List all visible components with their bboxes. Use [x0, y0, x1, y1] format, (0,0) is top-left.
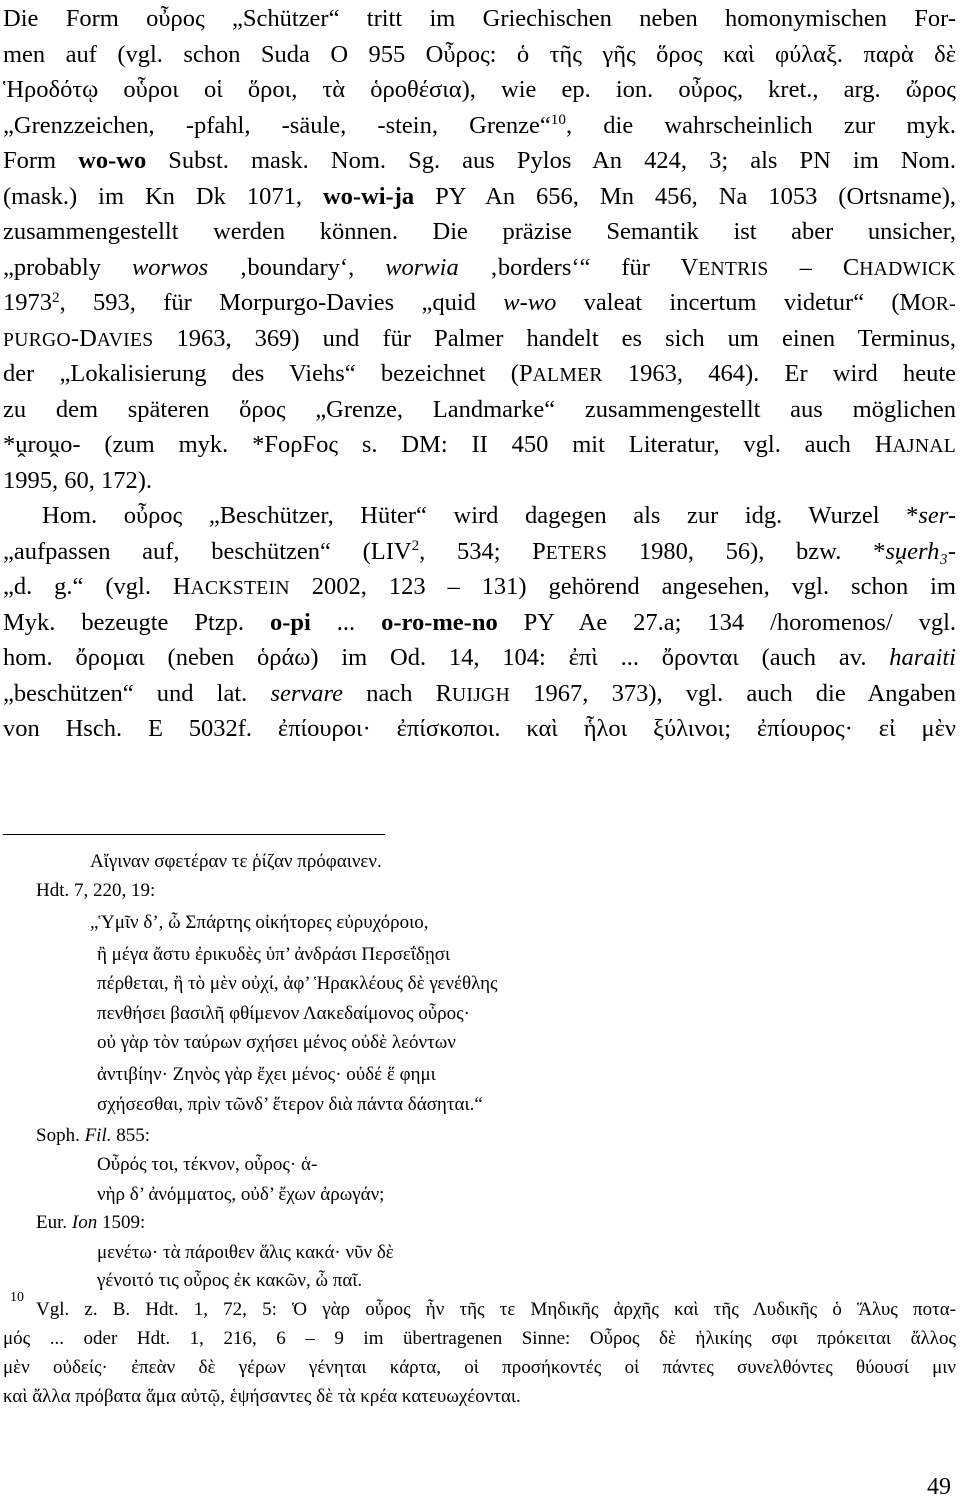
text-line: *ṷroṷo- (zum myk. *ϜορϜος s. DM: II 450 mit Literatur, vgl. auch HAJNAL	[3, 431, 956, 458]
verse-line: „Ὑμῖν δ’, ὦ Σπάρτης οἰκήτορες εὐρυχόροιο,	[90, 912, 429, 933]
verse-line: οὐ γὰρ τὸν ταύρων σχήσει μένος οὐδὲ λεόντων	[97, 1032, 456, 1053]
text-line: 1973$^2$, 593, für Morpurgo-Davies „quid w-wo valeat incertum videtur“ (MOR-	[3, 288, 956, 316]
text-line: men auf (vgl. schon Suda O 955 Οὖρος: ὁ τῆς γῆς ὅρος καὶ φύλαξ. παρὰ δὲ	[3, 40, 956, 68]
text-line: Ἡροδότῳ οὗροι οἱ ὅροι, τὰ ὁροθέσια), wie ep. ion. οὖρος, kret., arg. ὤρος	[3, 76, 956, 103]
text-line: Hom. οὖρος „Beschützer, Hüter“ wird dagegen als zur idg. Wurzel *ser-	[42, 502, 956, 529]
text-line: (mask.) im Kn Dk 1071, wo-wi-ja PY An 656, Mn 456, Na 1053 (Ortsname),	[3, 182, 956, 210]
text-line: der „Lokalisierung des Viehs“ bezeichnet (PALMER 1963, 464). Er wird heute	[3, 360, 956, 387]
verse-line: πέρθεται, ἢ τὸ μὲν οὐχί, ἀφ’ Ἡρακλέους δὲ γενέθλης	[97, 973, 498, 994]
citation-label: Soph. Fil. 855:	[36, 1125, 151, 1146]
verse-line: Αἴγιναν σφετέραν τε ῥίζαν πρόφαινεν.	[90, 851, 382, 872]
text-line: 1995, 60, 172).	[3, 466, 153, 494]
footnote-line: μός ... oder Hdt. 1, 216, 6 – 9 im übertragenen Sinne: Οὖρος δὲ ἡλικίης σφι πρόκειται ἄλλος	[3, 1328, 956, 1349]
text-line: „Grenzzeichen, -pfahl, -säule, -stein, Grenze“$^{10}$, die wahrscheinlich zur myk.	[3, 111, 957, 139]
verse-line: Οὖρός τοι, τέκνον, οὖρος· ἁ-	[97, 1154, 318, 1175]
footnote-line: καὶ ἄλλα πρόβατα ἅμα αὐτῷ, ἑψήσαντες δὲ τὰ κρέα κατευωχέονται.	[3, 1386, 521, 1407]
citation-label: Hdt. 7, 220, 19:	[36, 880, 156, 901]
text-line: zusammengestellt werden können. Die präzise Semantik ist aber unsicher,	[3, 218, 956, 245]
text-line: Form wo-wo Subst. mask. Nom. Sg. aus Pylos An 424, 3; als PN im Nom.	[3, 147, 956, 174]
footnote-line: μὲν οὐδείς· ἐπεὰν δὲ γέρων γένηται κάρτα, οἱ προσήκοντές οἱ πάντες συνελθόντες θύουσί μιν	[3, 1357, 956, 1378]
text-line: „aufpassen auf, beschützen“ (LIV$^2$, 534; PETERS 1980, 56), bzw. *sṷerh₃-	[3, 537, 957, 565]
verse-line: μενέτω· τὰ πάροιθεν ἅλις κακά· νῦν δὲ	[97, 1242, 394, 1263]
text-line: Die Form οὖρος „Schützer“ tritt im Griechischen neben homonymischen For-	[3, 5, 956, 32]
verse-line: πενθήσει βασιλῆ φθίμενον Λακεδαίμονος οὖρος·	[97, 1003, 470, 1024]
text-line: Myk. bezeugte Ptzp. o-pi ... o-ro-me-no PY Ae 27.a; 134 /horomenos/ vgl.	[3, 608, 956, 636]
page-number: 49	[927, 1474, 951, 1500]
verse-line: σχήσεσθαι, πρὶν τῶνδ’ ἕτερον διὰ πάντα δάσηται.“	[97, 1094, 483, 1115]
footnote-ref: 10	[550, 111, 566, 129]
text-line: zu dem späteren ὅρος „Grenze, Landmarke“ zusammengestellt aus möglichen	[3, 395, 956, 423]
text-line: PURGO-DAVIES 1963, 369) und für Palmer handelt es sich um einen Terminus,	[3, 324, 956, 352]
verse-line: ἀντιβίην· Ζηνὸς γὰρ ἔχει μένος· οὐδέ ἕ φημι	[97, 1064, 436, 1085]
text-line: „beschützen“ und lat. servare nach RUIJGH 1967, 373), vgl. auch die Angaben	[3, 679, 956, 707]
verse-line: ἢ μέγα ἄστυ ἐρικυδὲς ὑπ’ ἀνδράσι Περσεΐδῃσι	[97, 944, 451, 965]
citation-label: Eur. Ion 1509:	[36, 1212, 146, 1233]
text-line: „probably worwos ‚boundary‘, worwia ‚borders‘“ für VENTRIS – CHADWICK	[3, 253, 956, 281]
footnote-line: Vgl. z. B. Hdt. 1, 72, 5: Ὁ γὰρ οὖρος ἦν τῆς τε Μηδικῆς ἀρχῆς καὶ τῆς Λυδικῆς ὁ Ἅλυς ποτα-	[36, 1299, 956, 1320]
text-line: hom. ὄρομαι (neben ὁράω) im Od. 14, 104: ἐπὶ ... ὄρονται (auch av. haraiti	[3, 644, 956, 671]
footnote-number: 10	[10, 1290, 24, 1305]
verse-line: νὴρ δ’ ἀνόμματος, οὐδ’ ἔχων ἀρωγάν;	[97, 1184, 385, 1205]
text-line: von Hsch. E 5032f. ἐπίουροι· ἐπίσκοποι. καὶ ἧλοι ξύλινοι; ἐπίουρος· εἰ μὲν	[3, 715, 956, 742]
footnote-separator	[3, 834, 385, 835]
verse-line: γένοιτό τις οὖρος ἐκ κακῶν, ὦ παῖ.	[97, 1270, 363, 1291]
text-line: „d. g.“ (vgl. HACKSTEIN 2002, 123 – 131) gehörend angesehen, vgl. schon im	[3, 573, 956, 600]
